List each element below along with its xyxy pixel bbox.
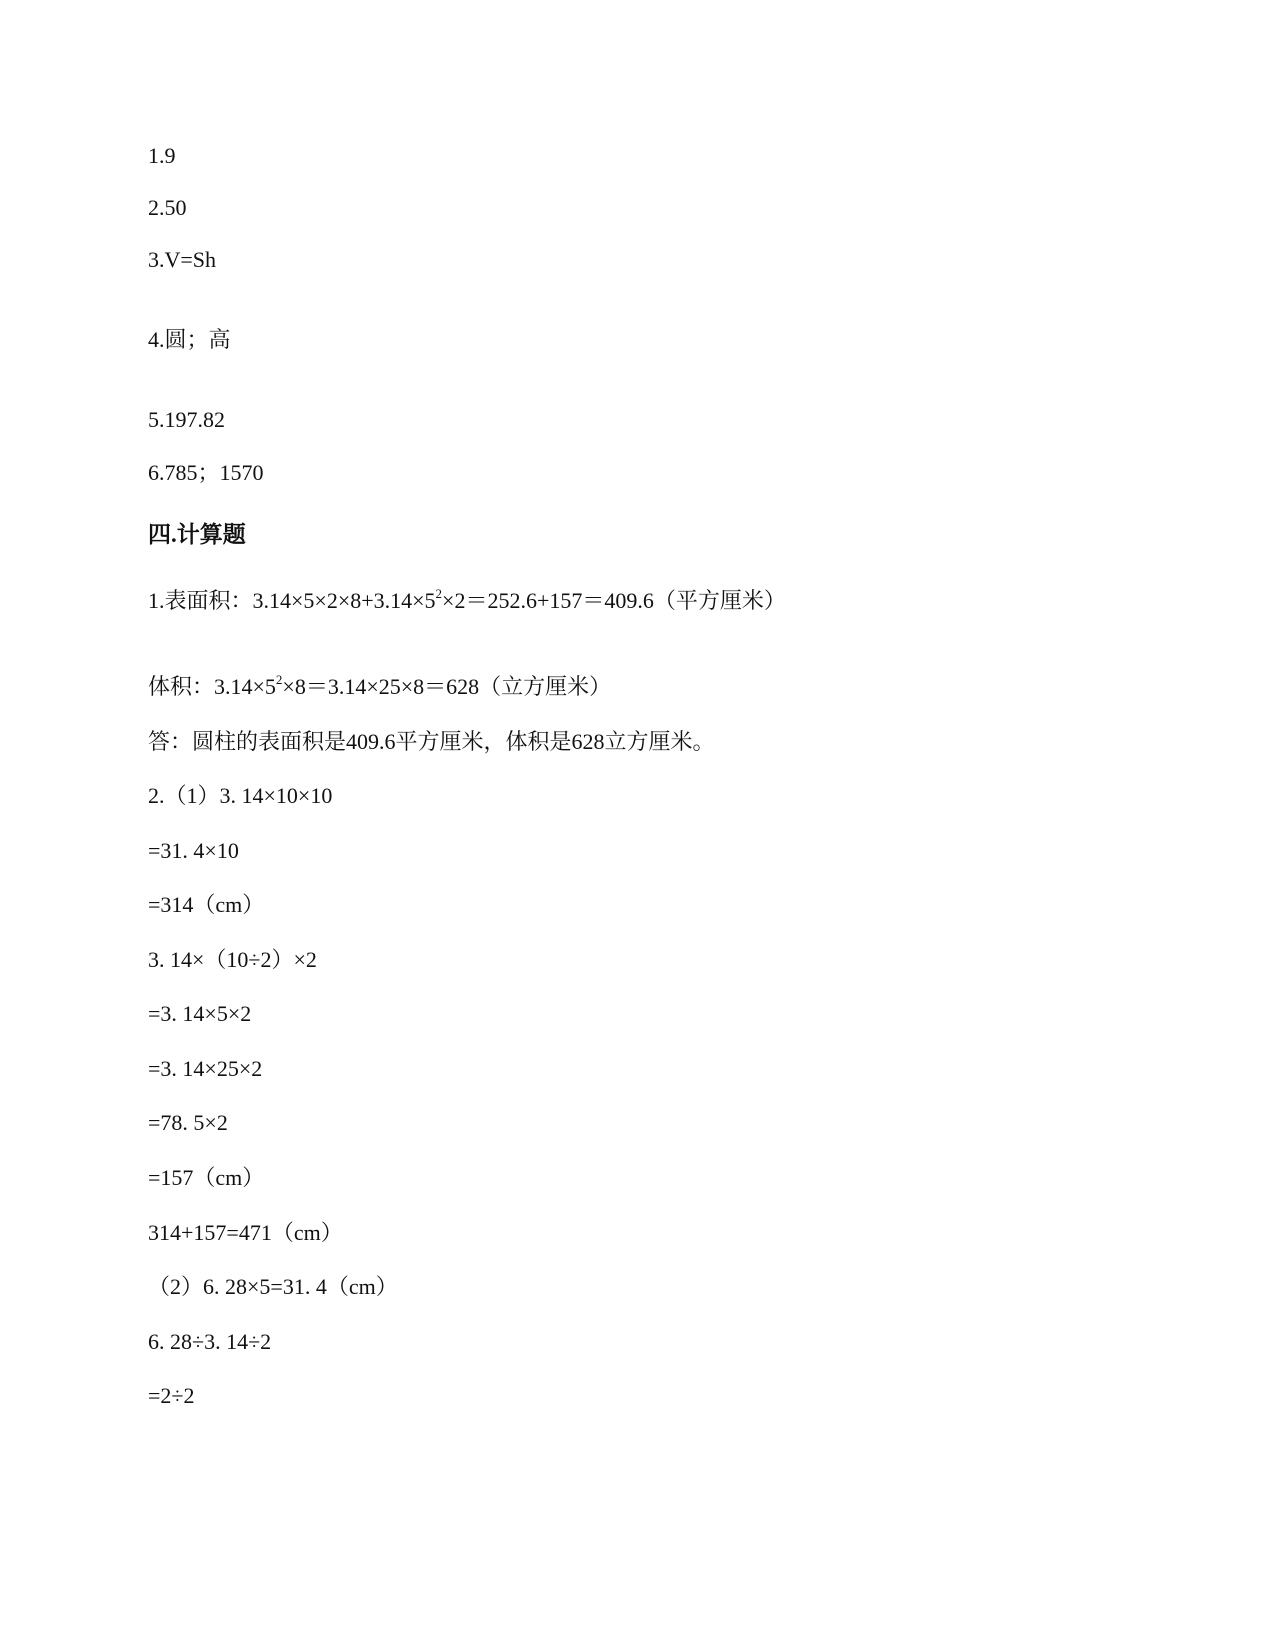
q2-line-7: =78. 5×2 [148, 1110, 228, 1135]
q2-line-4: 3. 14×（10÷2）×2 [148, 947, 317, 972]
fill-answer-3: 3.V=Sh [148, 247, 217, 272]
q2-line-11: 6. 28÷3. 14÷2 [148, 1329, 272, 1354]
q2-line-5: =3. 14×5×2 [148, 1001, 252, 1026]
fill-answer-4: 4.圆；高 [148, 327, 231, 352]
q2-line-2: =31. 4×10 [148, 838, 239, 863]
fill-answer-1: 1.9 [148, 143, 176, 168]
q1-surface-text-a: 1.表面积：3.14×5×2×8+3.14×5 [148, 588, 436, 613]
q1-surface-exponent: 2 [435, 585, 443, 601]
q1-surface-text-c: ×2＝252.6+157＝409.6（平方厘米） [442, 588, 786, 613]
q2-line-9: 314+157=471（cm） [148, 1220, 343, 1245]
q2-line-3: =314（cm） [148, 892, 265, 917]
q2-line-10: （2）6. 28×5=31. 4（cm） [148, 1274, 398, 1299]
fill-answer-5: 5.197.82 [148, 407, 225, 432]
q1-volume-exponent: 2 [275, 671, 283, 687]
q1-surface-area-line [148, 586, 786, 616]
q1-volume-text-c: ×8＝3.14×25×8＝628（立方厘米） [282, 674, 612, 699]
fill-answer-2: 2.50 [148, 195, 187, 220]
q1-answer: 答：圆柱的表面积是409.6平方厘米，体积是628立方厘米。 [148, 729, 715, 754]
q2-line-6: =3. 14×25×2 [148, 1056, 263, 1081]
section-heading: 四.计算题 [148, 522, 246, 547]
q1-volume-line [148, 672, 611, 702]
q2-line-1: 2.（1）3. 14×10×10 [148, 783, 333, 808]
q2-line-8: =157（cm） [148, 1165, 265, 1190]
fill-answer-6: 6.785；1570 [148, 460, 264, 485]
q1-volume-text-a: 体积：3.14×5 [148, 674, 276, 699]
q2-line-12: =2÷2 [148, 1383, 195, 1408]
